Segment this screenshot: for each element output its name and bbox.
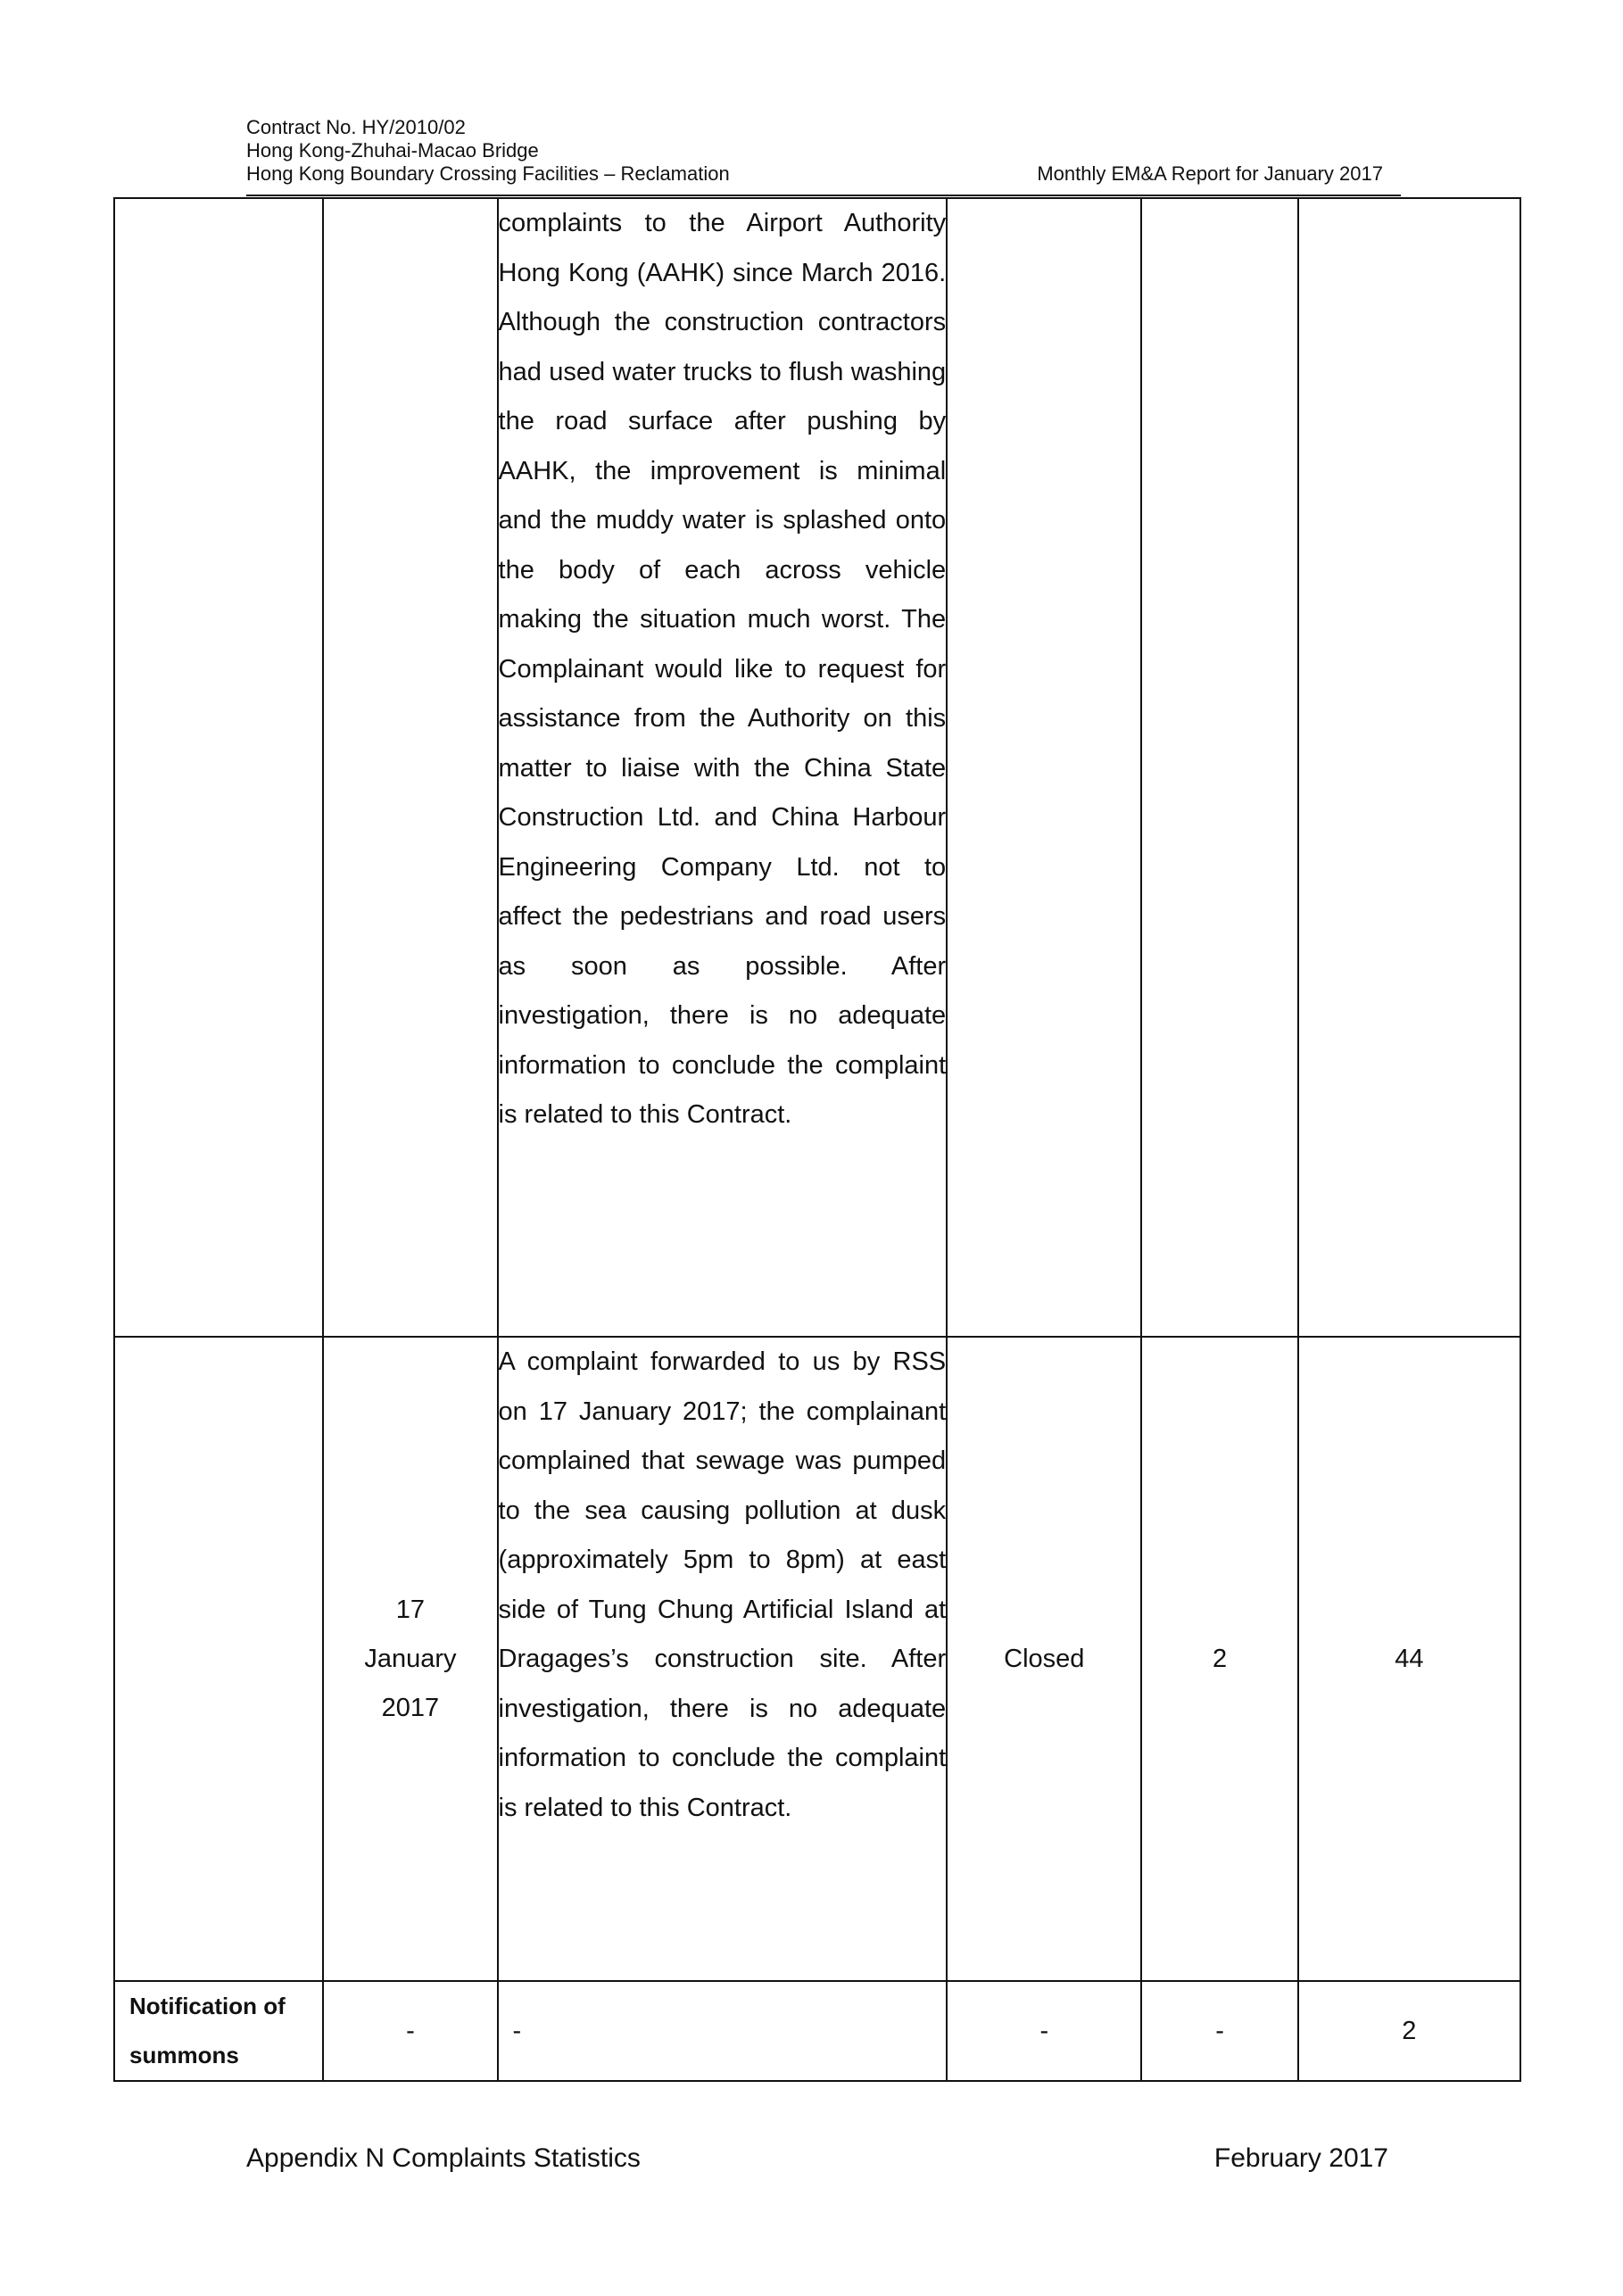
description-cell: - xyxy=(498,1981,948,2081)
date-text: 17 January 2017 xyxy=(364,1595,457,1722)
date-cell xyxy=(323,198,497,1337)
count-cell: - xyxy=(1141,1981,1297,2081)
table-row xyxy=(114,1337,1520,1981)
header-bottom-row xyxy=(246,162,1401,186)
cumulative-cell: 44 xyxy=(1298,1337,1520,1981)
count-cell: 2 xyxy=(1141,1337,1297,1981)
page-footer xyxy=(246,2143,1388,2174)
complaints-table xyxy=(113,197,1521,2082)
description-cell: complaints to the Airport Authority Hong Kong (AAHK) since March 2016. Although the construction contractors had used water trucks to flush washing the road surface after pushing by AAHK, the improvement is minimal and the muddy water is splashed onto the body of each across vehicle making the situation much worst. The Complainant would like to request for assistance from the Authority on this matter to liaise with the China State Construction Ltd. and China Harbour Engineering Company Ltd. not to affect the pedestrians and road users as soon as possible. After investigation, there is no adequate information to conclude the complaint is related to this Contract. xyxy=(498,198,948,1337)
footer-date: February 2017 xyxy=(1213,2143,1388,2173)
status-cell xyxy=(947,198,1141,1337)
cumulative-cell: 2 xyxy=(1298,1981,1520,2081)
contract-number: Contract No. HY/2010/02 xyxy=(246,116,466,138)
count-cell xyxy=(1141,198,1297,1337)
row-label-cell xyxy=(114,1337,323,1981)
appendix-title: Appendix N Complaints Statistics xyxy=(246,2143,641,2173)
status-cell: - xyxy=(947,1981,1141,2081)
facility-name: Hong Kong Boundary Crossing Facilities – Reclamation xyxy=(246,162,730,185)
description-cell: A complaint forwarded to us by RSS on 17 January 2017; the complainant complained that sewage was pumped to the sea causing pollution at dusk (approximately 5pm to 8pm) at east side of Tung Chung Artificial Island at Dragages’s construction site. After investigation, there is no adequate information to conclude the complaint is related to this Contract. xyxy=(498,1337,948,1981)
project-name: Hong Kong-Zhuhai-Macao Bridge xyxy=(246,139,539,162)
table-row xyxy=(114,1981,1520,2081)
row-label-cell: Notification of summons xyxy=(114,1981,323,2081)
cumulative-cell xyxy=(1298,198,1520,1337)
report-title: Monthly EM&A Report for January 2017 xyxy=(1037,162,1383,185)
date-cell: - xyxy=(323,1981,497,2081)
page-header xyxy=(246,116,1401,186)
table-row xyxy=(114,198,1520,1337)
date-cell xyxy=(323,1337,497,1981)
row-label-cell xyxy=(114,198,323,1337)
status-cell: Closed xyxy=(947,1337,1141,1981)
header-divider xyxy=(246,195,1401,196)
